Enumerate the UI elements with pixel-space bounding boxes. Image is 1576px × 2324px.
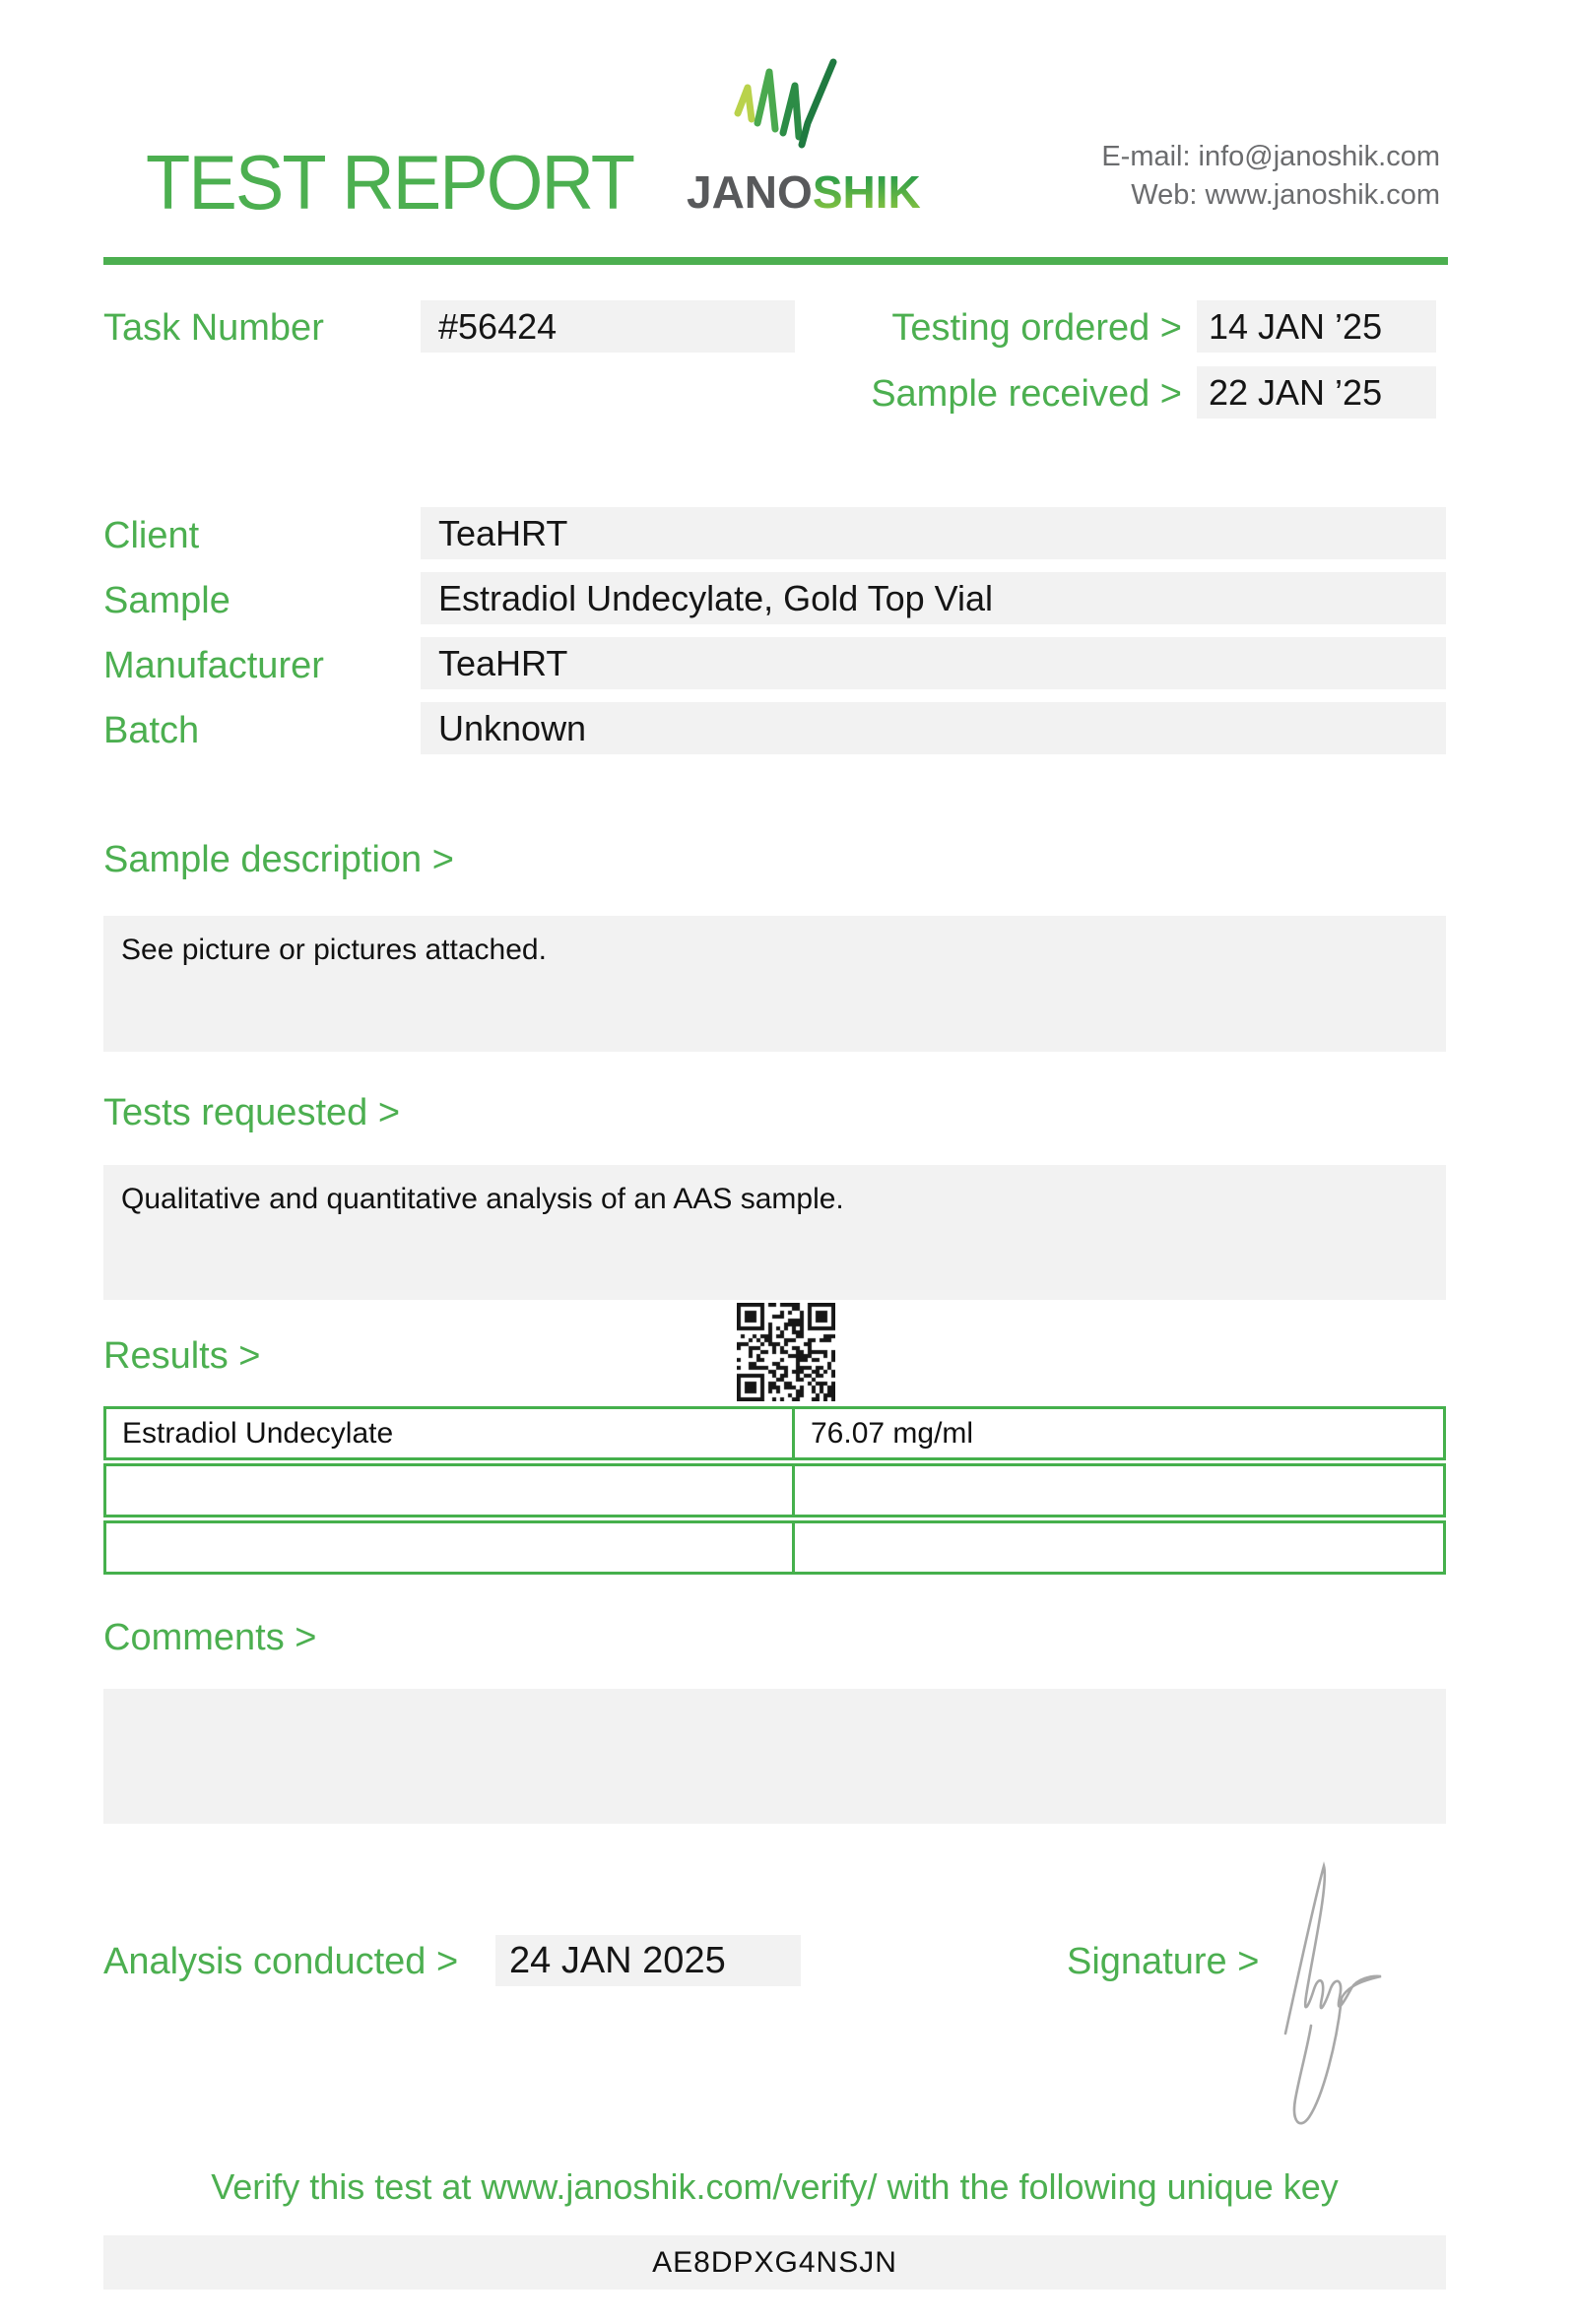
janoshik-logo [687, 165, 921, 219]
verify-key: AE8DPXG4NSJN [103, 2235, 1446, 2290]
qr-code [737, 1303, 835, 1401]
sample-description-heading: Sample description > [103, 839, 454, 880]
task-number-label: Task Number [103, 307, 324, 349]
comments-heading: Comments > [103, 1617, 317, 1658]
results-table-row [103, 1520, 1446, 1575]
sample-label: Sample [103, 580, 230, 621]
testing-ordered-label: Testing ordered > [891, 307, 1182, 349]
results-table-row [103, 1406, 1446, 1460]
email-value: info@janoshik.com [1198, 141, 1440, 172]
logo-chart-icon [731, 54, 839, 164]
logo-text-jano: JANO [687, 166, 813, 218]
analysis-conducted-value: 24 JAN 2025 [495, 1935, 801, 1986]
signature-label: Signature > [1067, 1941, 1260, 1982]
sample-received-value: 22 JAN ’25 [1197, 366, 1436, 419]
result-value [795, 1466, 1443, 1515]
manufacturer-value: TeaHRT [421, 637, 1446, 689]
result-value [795, 1523, 1443, 1572]
tests-requested-body: Qualitative and quantitative analysis of an AAS sample. [103, 1165, 1446, 1300]
sample-value: Estradiol Undecylate, Gold Top Vial [421, 572, 1446, 624]
result-analyte [106, 1523, 795, 1572]
batch-label: Batch [103, 710, 200, 751]
results-heading: Results > [103, 1335, 261, 1377]
contact-block [1101, 138, 1440, 215]
task-number-value: #56424 [421, 300, 795, 353]
web-label: Web: [1131, 179, 1198, 211]
verify-text: Verify this test at www.janoshik.com/verify/ with the following unique key [211, 2166, 1339, 2207]
sample-received-label: Sample received > [871, 373, 1182, 415]
client-value: TeaHRT [421, 507, 1446, 559]
result-analyte [106, 1466, 795, 1515]
email-label: E-mail: [1101, 141, 1191, 172]
sample-description-body: See picture or pictures attached. [103, 916, 1446, 1052]
client-label: Client [103, 515, 200, 556]
page-title: TEST REPORT [146, 139, 634, 226]
result-value: 76.07 mg/ml [811, 1417, 974, 1450]
results-table-row [103, 1463, 1446, 1517]
header-divider [103, 257, 1448, 265]
tests-requested-heading: Tests requested > [103, 1092, 401, 1133]
result-analyte: Estradiol Undecylate [106, 1409, 795, 1457]
testing-ordered-value: 14 JAN ’25 [1197, 300, 1436, 353]
batch-value: Unknown [421, 702, 1446, 754]
manufacturer-label: Manufacturer [103, 645, 324, 686]
contact-email-line [1101, 138, 1440, 176]
comments-body [103, 1689, 1446, 1824]
handwritten-signature [1246, 1827, 1492, 2132]
contact-web-line [1101, 176, 1440, 215]
analysis-conducted-label: Analysis conducted > [103, 1941, 459, 1982]
logo-text-shik: SHIK [812, 166, 921, 218]
web-value: www.janoshik.com [1205, 179, 1440, 211]
